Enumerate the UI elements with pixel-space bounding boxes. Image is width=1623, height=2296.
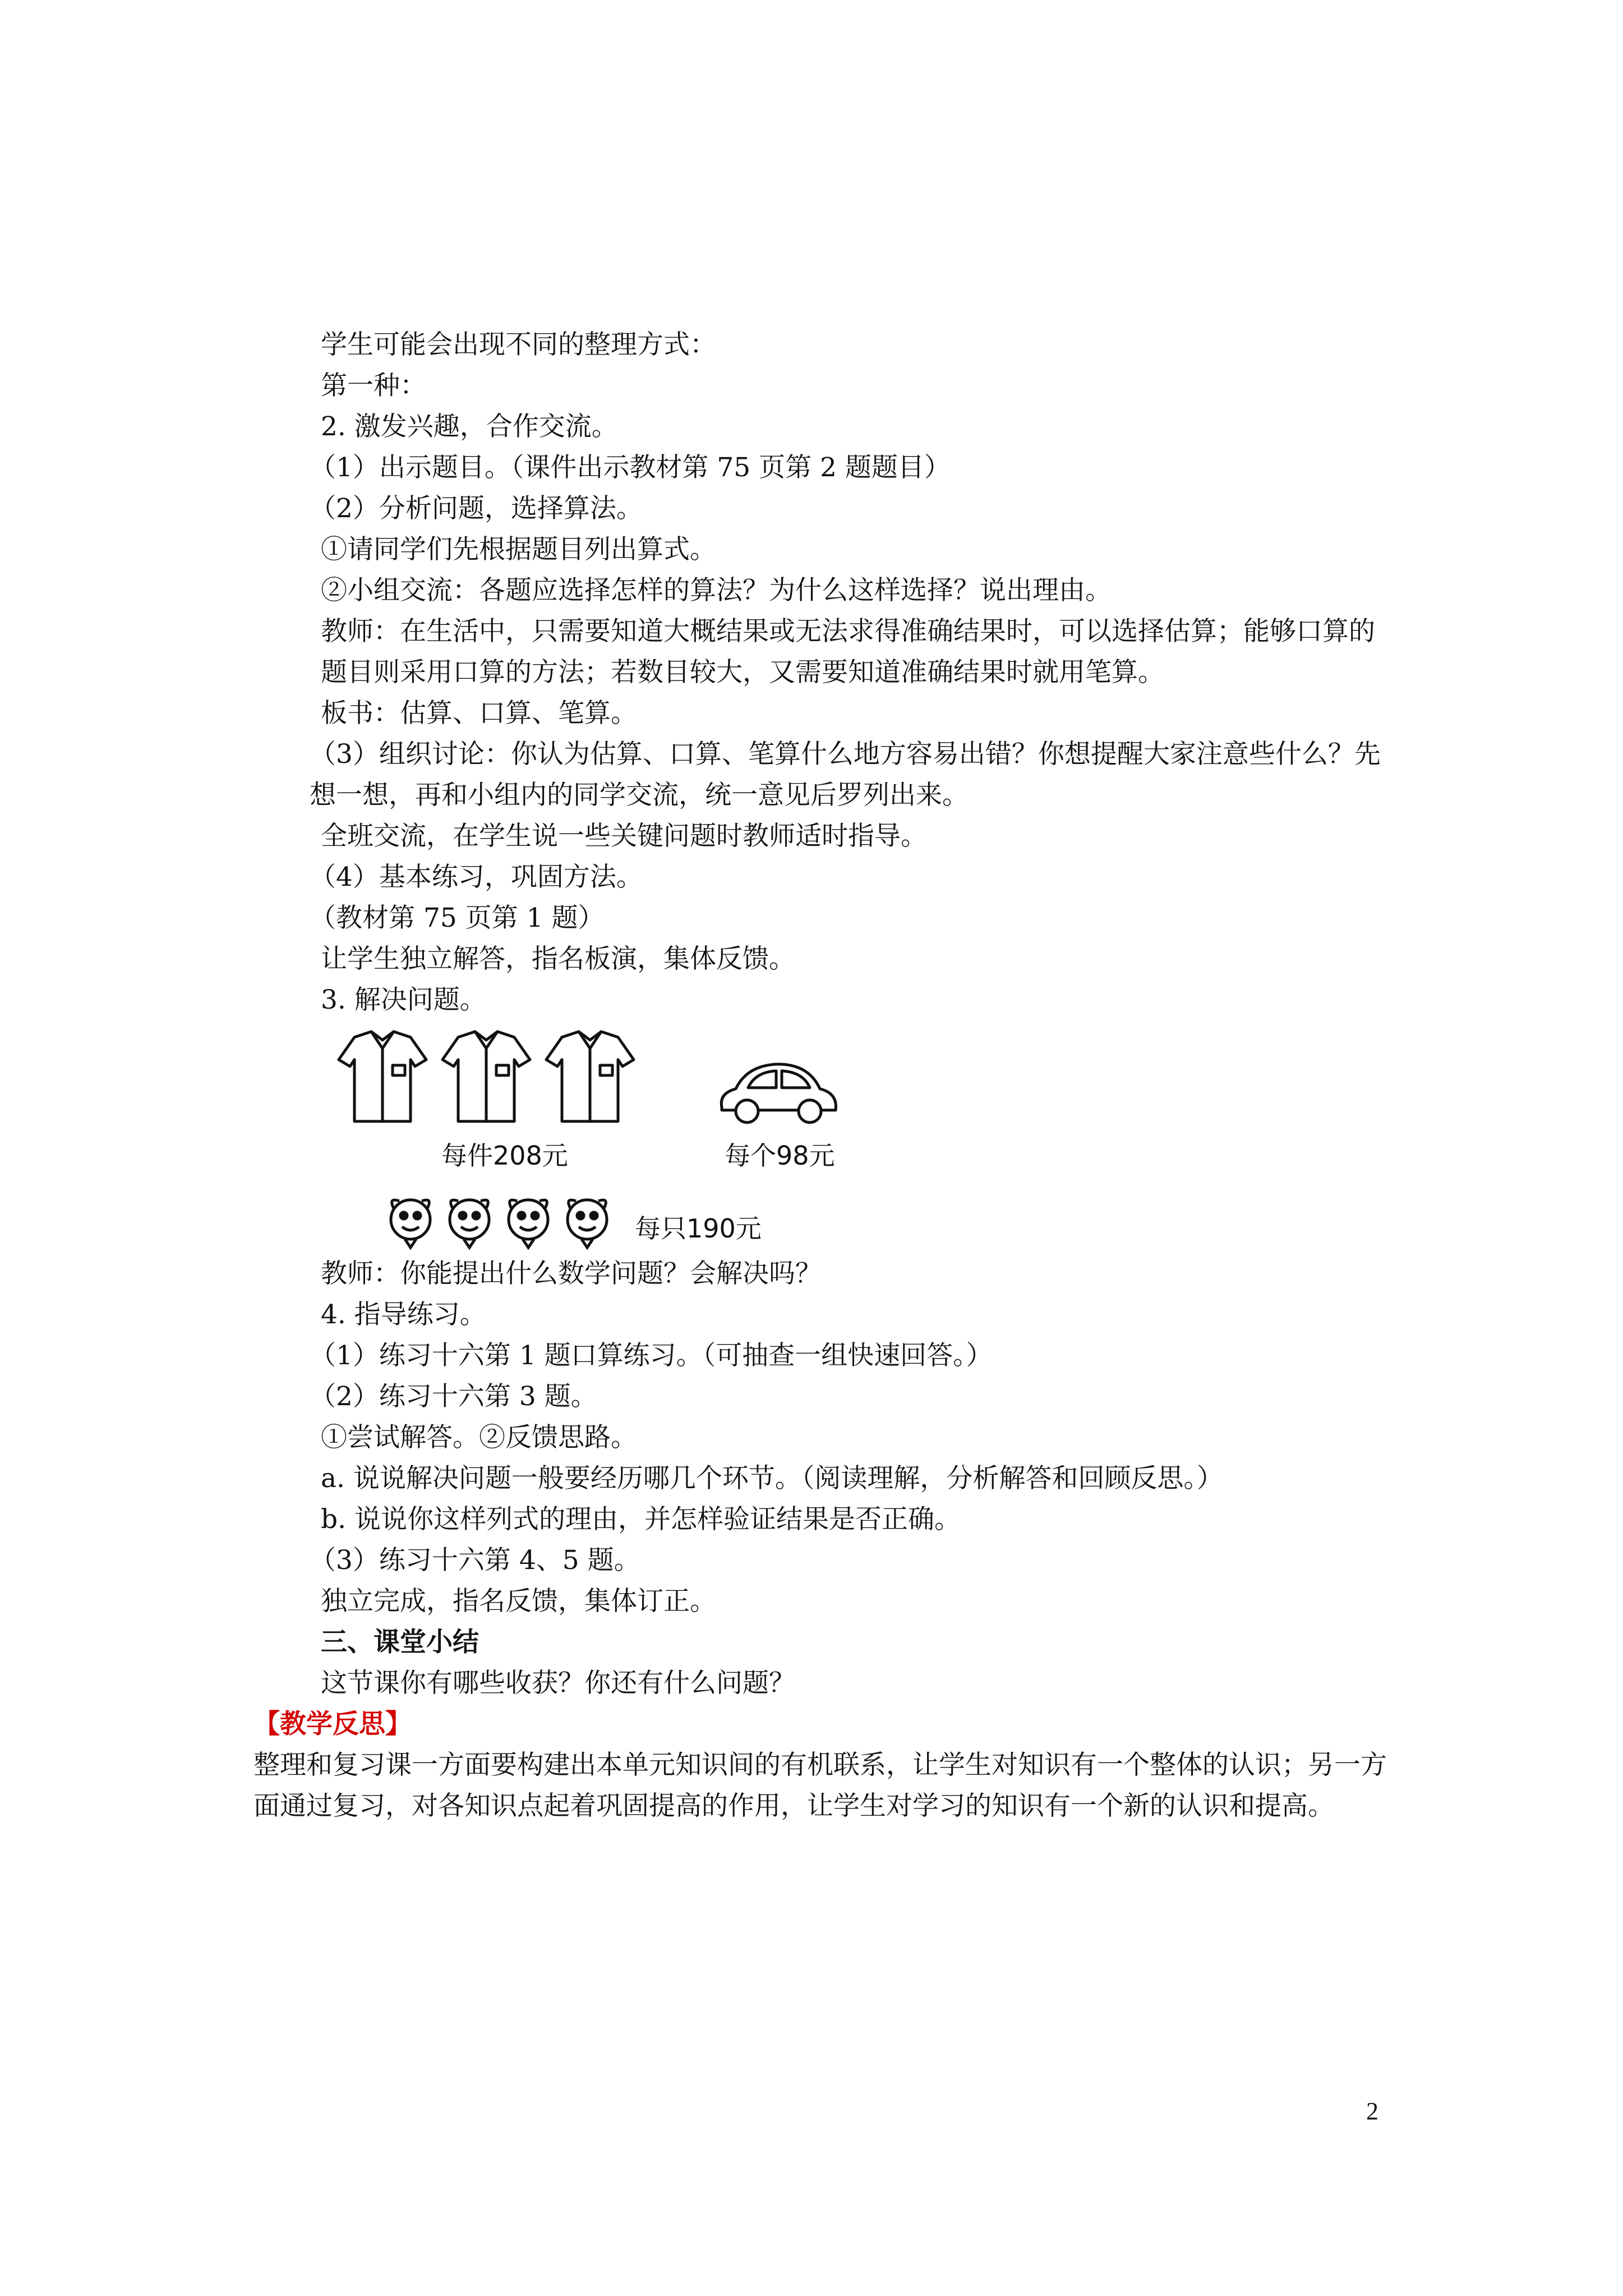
reflection-heading: 【教学反思】	[253, 1709, 412, 1740]
paragraph: 学生可能会出现不同的整理方式：	[321, 329, 716, 360]
paragraph: 全班交流，在学生说一些关键问题时教师适时指导。	[321, 821, 927, 852]
paragraph: 板书：估算、口算、笔算。	[321, 698, 637, 729]
paragraph: （3）练习十六第 4、5 题。	[310, 1545, 640, 1576]
lesson-body	[253, 324, 1398, 1826]
section-heading: 三、课堂小结	[321, 1627, 479, 1658]
paragraph: 让学生独立解答，指名板演，集体反馈。	[321, 944, 795, 974]
paragraph: （教材第 75 页第 1 题）	[310, 903, 605, 933]
paragraph: （2）分析问题，选择算法。	[310, 493, 643, 524]
paragraph: 独立完成，指名反馈，集体订正。	[321, 1586, 716, 1617]
paragraph: （1）出示题目。（课件出示教材第 75 页第 2 题题目）	[310, 452, 951, 483]
paragraph: （4）基本练习，巩固方法。	[310, 862, 643, 892]
shirts-illustration	[332, 1026, 646, 1133]
paragraph: （1）练习十六第 1 题口算练习。（可抽查一组快速回答。）	[310, 1340, 993, 1371]
section-heading: 2. 激发兴趣，合作交流。	[321, 411, 618, 442]
shirt-price-label: 每件208元	[441, 1140, 568, 1171]
toys-illustration	[382, 1194, 629, 1250]
paragraph: 这节课你有哪些收获？你还有什么问题？	[321, 1668, 795, 1699]
paragraph: b. 说说你这样列式的理由，并怎样验证结果是否正确。	[321, 1504, 961, 1535]
page-number: 2	[1366, 2097, 1378, 2125]
toy-price-label: 每只190元	[635, 1213, 762, 1244]
paragraph: 教师：你能提出什么数学问题？会解决吗？	[321, 1258, 822, 1289]
paragraph: ①请同学们先根据题目列出算式。	[321, 534, 716, 565]
section-heading: 4. 指导练习。	[321, 1299, 486, 1330]
car-price-label: 每个98元	[725, 1140, 835, 1171]
paragraph: 教师：在生活中，只需要知道大概结果或无法求得准确结果时，可以选择估算；能够口算的题目则采用口算的方法；若数目较大，又需要知道准确结果时就用笔算。	[321, 616, 1375, 688]
paragraph: a. 说说解决问题一般要经历哪几个环节。（阅读理解，分析解答和回顾反思。）	[321, 1463, 1223, 1494]
car-illustration	[713, 1054, 842, 1133]
paragraph: ①尝试解答。②反馈思路。	[321, 1422, 637, 1453]
problem-figure	[253, 1020, 1398, 1253]
paragraph: 第一种：	[321, 370, 426, 401]
section-heading: 3. 解决问题。	[321, 984, 486, 1015]
paragraph: （2）练习十六第 3 题。	[310, 1381, 597, 1412]
paragraph: ②小组交流：各题应选择怎样的算法？为什么这样选择？说出理由。	[321, 575, 1112, 606]
reflection-paragraph: 整理和复习课一方面要构建出本单元知识间的有机联系，让学生对知识有一个整体的认识；另一方面通过复习，对各知识点起着巩固提高的作用，让学生对学习的知识有一个新的认识和提高。	[253, 1750, 1387, 1821]
paragraph: （3）组织讨论：你认为估算、口算、笔算什么地方容易出错？你想提醒大家注意些什么？先想一想，再和小组内的同学交流，统一意见后罗列出来。	[310, 739, 1381, 811]
